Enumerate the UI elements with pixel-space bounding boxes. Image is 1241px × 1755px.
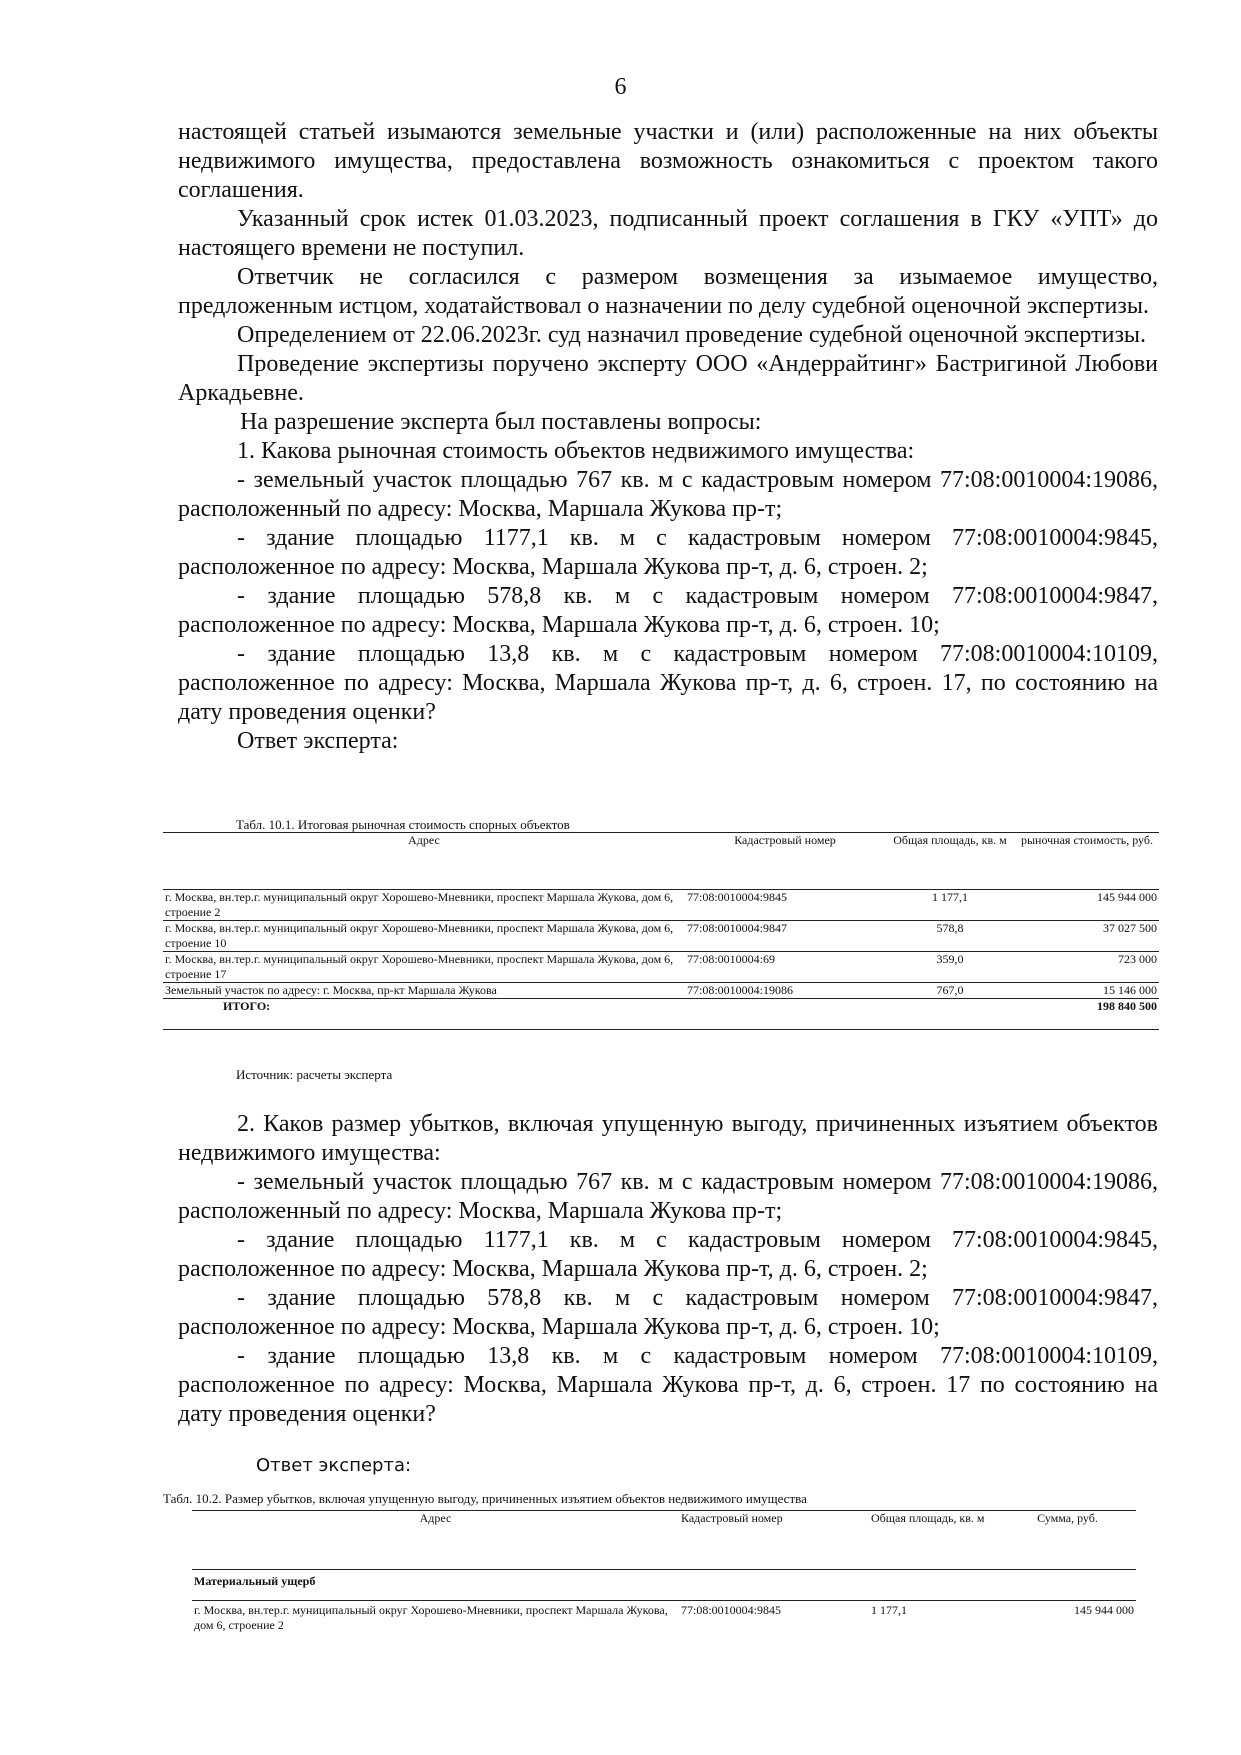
table-cell: 1 177,1 <box>869 1601 999 1636</box>
table-total-row <box>163 999 1159 1030</box>
table-section-row <box>192 1570 1136 1601</box>
table-row <box>163 952 1159 983</box>
table-cell: 1 177,1 <box>885 890 1015 921</box>
list-item: - здание площадью 578,8 кв. м с кадастровым номером 77:08:0010004:9847, расположенное по адресу: Москва, Маршала Жукова пр-т, д. 6, строен. 10; <box>178 1285 1158 1340</box>
paragraph: Проведение экспертизы поручено эксперту ООО «Андеррайтинг» Бастригиной Любови Аркадьевне. <box>178 351 1158 406</box>
total-label: ИТОГО: <box>163 999 685 1030</box>
expert-answer-label: Ответ эксперта: <box>237 728 399 754</box>
table-cell: 77:08:0010004:69 <box>685 952 885 983</box>
table-cell: 145 944 000 <box>1015 890 1159 921</box>
table-header-row <box>192 1511 1136 1570</box>
table-2-caption: Табл. 10.2. Размер убытков, включая упущенную выгоду, причиненных изъятием объектов недвижимого имущества <box>163 1491 807 1506</box>
table-cell: г. Москва, вн.тер.г. муниципальный округ Хорошево-Мневники, проспект Маршала Жукова, дом 6, строение 17 <box>163 952 685 983</box>
table-1 <box>163 832 1159 1030</box>
table-header: рыночная стоимость, руб. <box>1015 833 1159 890</box>
paragraph: Ответчик не согласился с размером возмещения за изымаемое имущество, предложенным истцом, ходатайствовал о назначении по делу судебной оценочной экспертизы. <box>178 264 1158 319</box>
total-value: 198 840 500 <box>1015 999 1159 1030</box>
list-item: - здание площадью 1177,1 кв. м с кадастровым номером 77:08:0010004:9845, расположенное по адресу: Москва, Маршала Жукова пр-т, д. 6, строен. 2; <box>178 525 1158 580</box>
table-cell: 578,8 <box>885 921 1015 952</box>
list-item: - здание площадью 13,8 кв. м с кадастровым номером 77:08:0010004:10109, расположенное по адресу: Москва, Маршала Жукова пр-т, д. 6, строен. 17, по состоянию на дату проведения оценки? <box>178 641 1158 725</box>
table-cell: 37 027 500 <box>1015 921 1159 952</box>
table-header-row <box>163 833 1159 890</box>
section-label: Материальный ущерб <box>192 1570 1136 1601</box>
list-item: - земельный участок площадью 767 кв. м с кадастровым номером 77:08:0010004:19086, расположенный по адресу: Москва, Маршала Жукова пр-т; <box>178 1169 1158 1224</box>
table-row <box>163 921 1159 952</box>
table-header: Сумма, руб. <box>999 1511 1136 1570</box>
table-cell: 77:08:0010004:9845 <box>685 890 885 921</box>
list-item: - здание площадью 1177,1 кв. м с кадастровым номером 77:08:0010004:9845, расположенное по адресу: Москва, Маршала Жукова пр-т, д. 6, строен. 2; <box>178 1227 1158 1282</box>
table-cell: 15 146 000 <box>1015 983 1159 999</box>
table-row <box>163 890 1159 921</box>
table-cell: Земельный участок по адресу: г. Москва, пр-кт Маршала Жукова <box>163 983 685 999</box>
table-cell: 77:08:0010004:19086 <box>685 983 885 999</box>
table-cell: 767,0 <box>885 983 1015 999</box>
list-item: - здание площадью 578,8 кв. м с кадастровым номером 77:08:0010004:9847, расположенное по адресу: Москва, Маршала Жукова пр-т, д. 6, строен. 10; <box>178 583 1158 638</box>
table-cell: 77:08:0010004:9845 <box>679 1601 869 1636</box>
table-row <box>192 1601 1136 1636</box>
table-cell: г. Москва, вн.тер.г. муниципальный округ Хорошево-Мневники, проспект Маршала Жукова, дом 6, строение 2 <box>163 890 685 921</box>
table-1-source: Источник: расчеты эксперта <box>236 1067 393 1082</box>
question-2: 2. Каков размер убытков, включая упущенную выгоду, причиненных изъятием объектов недвижимого имущества: <box>178 1111 1158 1166</box>
table-cell: 145 944 000 <box>999 1601 1136 1636</box>
paragraph: На разрешение эксперта был поставлены вопросы: <box>240 409 762 435</box>
table-1-caption: Табл. 10.1. Итоговая рыночная стоимость спорных объектов <box>236 817 570 832</box>
table-cell: 77:08:0010004:9847 <box>685 921 885 952</box>
table-header: Кадастровый номер <box>679 1511 869 1570</box>
table-cell: г. Москва, вн.тер.г. муниципальный округ Хорошево-Мневники, проспект Маршала Жукова, дом 6, строение 10 <box>163 921 685 952</box>
table-2 <box>192 1510 1136 1635</box>
question-1: 1. Какова рыночная стоимость объектов недвижимого имущества: <box>237 438 915 464</box>
table-header: Адрес <box>192 1511 679 1570</box>
paragraph: Определением от 22.06.2023г. суд назначил проведение судебной оценочной экспертизы. <box>237 322 1147 348</box>
table-header: Кадастровый номер <box>685 833 885 890</box>
table-cell: 359,0 <box>885 952 1015 983</box>
table-cell: 723 000 <box>1015 952 1159 983</box>
expert-answer-label-2: Ответ эксперта: <box>256 1455 412 1476</box>
page-number: 6 <box>614 74 627 100</box>
paragraph: Указанный срок истек 01.03.2023, подписанный проект соглашения в ГКУ «УПТ» до настоящего времени не поступил. <box>178 206 1158 261</box>
list-item: - здание площадью 13,8 кв. м с кадастровым номером 77:08:0010004:10109, расположенное по адресу: Москва, Маршала Жукова пр-т, д. 6, строен. 17 по состоянию на дату проведения оценки? <box>178 1343 1158 1427</box>
table-header: Общая площадь, кв. м <box>885 833 1015 890</box>
table-header: Общая площадь, кв. м <box>869 1511 999 1570</box>
paragraph: настоящей статьей изымаются земельные участки и (или) расположенные на них объекты недвижимого имущества, предоставлена возможность ознакомиться с проектом такого соглашения. <box>178 119 1158 203</box>
table-row <box>163 983 1159 999</box>
list-item: - земельный участок площадью 767 кв. м с кадастровым номером 77:08:0010004:19086, расположенный по адресу: Москва, Маршала Жукова пр-т; <box>178 467 1158 522</box>
body-text-part-2 <box>178 1110 1158 1429</box>
table-header: Адрес <box>163 833 685 890</box>
table-cell: г. Москва, вн.тер.г. муниципальный округ Хорошево-Мневники, проспект Маршала Жукова, дом 6, строение 2 <box>192 1601 679 1636</box>
body-text-part-1 <box>178 118 1158 756</box>
